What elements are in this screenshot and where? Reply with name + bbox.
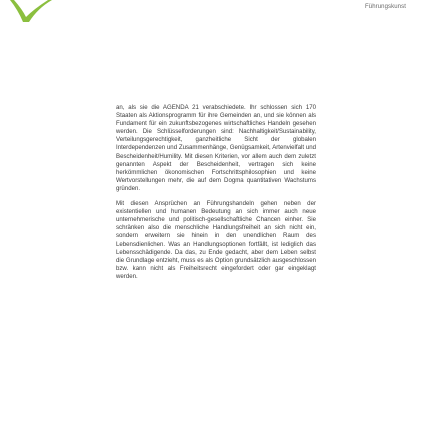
leaf-logo-shape [10, 0, 52, 22]
running-head: Führungskunst [365, 4, 406, 10]
paragraph: Mit diesen Ansprüchen an Führungshandeln gehen neben der existentiellen und humanen Bedeutung an sich immer auch neue unternehmerische und politisch-gesellschaftliche Chancen einher. Sie schränken also die menschliche Handlungsfreiheit an sich nicht ein, sondern erweitern sie hinein in den unendlichen Raum des Lebensdienlichen. Was an Handlungsoptionen fortfällt, ist lediglich das Lebensschädigende. Da das, zu Ende gedacht, aber dem Leben selbst die Grundlage entzieht, muss es als Option grundsätzlich ausgeschlossen bzw. kann nicht als Freiheitsrecht eingefordert oder gar eingeklagt werden. [116, 200, 316, 280]
body-text [116, 104, 316, 281]
leaf-logo-icon [10, 0, 52, 22]
paragraph: an, als sie die AGENDA 21 verabschiedete. Ihr schlossen sich 170 Staaten als Aktionsprogramm für ihre Gemeinden an, und sie können als Fundament für ein zukunftsbezogenes wirtschaftliches Handeln gesehen werden. Die Schlüsselforderungen sind: Nachhaltigkeit/Sustainability, Verteilungsgerechtigkeit, ganzheitliche Sicht der globalen Interdependenzen und Zusammenhänge, Genügsamkeit, Artenvielfalt und Bescheidenheit/Humility. Mit diesen Kriterien, vor allem auch dem zuletzt genannten Aspekt der Bescheidenheit, vertragen sich keine herkömmlichen ökonomischen Fortschrittsphilosophien und keine Wertvorstellungen mehr, die auf dem Dogma quantitativen Wachstums gründen. [116, 104, 316, 192]
